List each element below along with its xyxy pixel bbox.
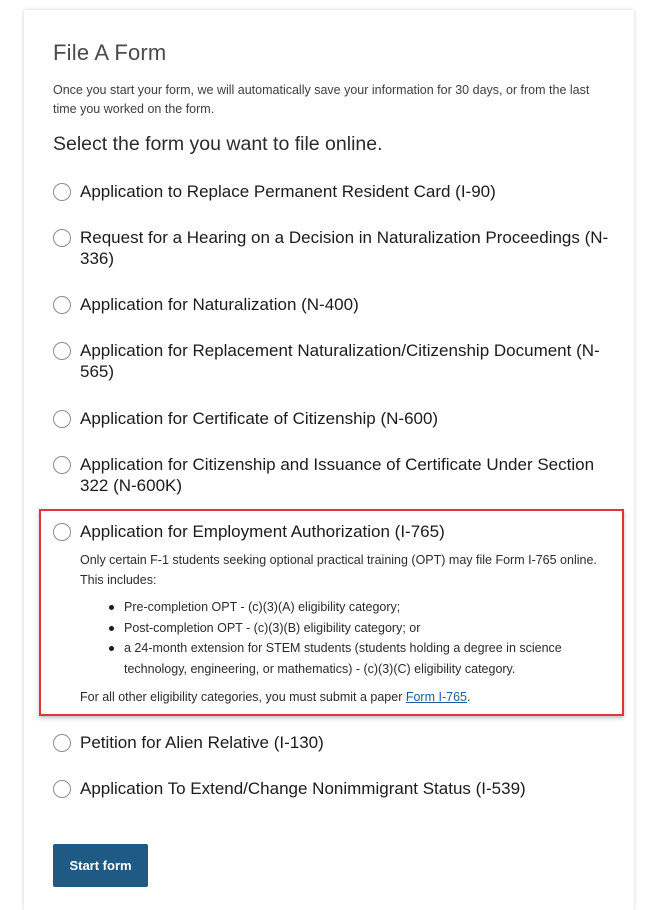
option-label: Petition for Alien Relative (I-130) bbox=[80, 733, 324, 752]
option-label: Application for Certificate of Citizenship (N-600) bbox=[80, 409, 439, 428]
option-i539[interactable] bbox=[53, 778, 613, 799]
option-label: Request for a Hearing on a Decision in Naturalization Proceedings (N-336) bbox=[80, 228, 609, 268]
i765-eligibility-list bbox=[104, 597, 604, 679]
option-i90[interactable] bbox=[53, 181, 613, 202]
list-item: a 24-month extension for STEM students (students holding a degree in science technology, engineering, or mathematics) - (c)(3)(C) eligibility category. bbox=[104, 638, 604, 679]
radio-button[interactable] bbox=[53, 342, 71, 360]
radio-button[interactable] bbox=[53, 183, 71, 201]
option-n600k[interactable] bbox=[53, 454, 613, 496]
option-n600[interactable] bbox=[53, 408, 613, 429]
option-label: Application to Replace Permanent Resident Card (I-90) bbox=[80, 182, 496, 201]
radio-button[interactable] bbox=[53, 410, 71, 428]
radio-button[interactable] bbox=[53, 456, 71, 474]
option-n565[interactable] bbox=[53, 340, 613, 382]
note-suffix: . bbox=[466, 690, 471, 704]
option-label: Application for Replacement Naturalization/Citizenship Document (N-565) bbox=[80, 341, 600, 381]
start-form-button[interactable]: Start form bbox=[53, 844, 148, 887]
radio-button[interactable] bbox=[53, 523, 71, 541]
other-categories-note bbox=[80, 687, 600, 707]
radio-button[interactable] bbox=[53, 229, 71, 247]
option-label: Application for Naturalization (N-400) bbox=[80, 295, 359, 314]
radio-button[interactable] bbox=[53, 734, 71, 752]
list-item: Post-completion OPT - (c)(3)(B) eligibility category; or bbox=[104, 618, 604, 639]
option-label: Application To Extend/Change Nonimmigrant Status (I-539) bbox=[80, 779, 526, 798]
form-i765-link[interactable]: Form I-765 bbox=[405, 690, 467, 704]
option-n336[interactable] bbox=[53, 227, 613, 269]
radio-button[interactable] bbox=[53, 296, 71, 314]
i765-description: Only certain F-1 students seeking optional practical training (OPT) may file Form I-765 online. This includes: bbox=[80, 553, 597, 587]
list-item: Pre-completion OPT - (c)(3)(A) eligibility category; bbox=[104, 597, 604, 618]
select-form-heading: Select the form you want to file online. bbox=[53, 133, 383, 155]
note-text: For all other eligibility categories, you must submit a paper bbox=[80, 690, 406, 704]
option-i130[interactable] bbox=[53, 732, 613, 753]
option-n400[interactable] bbox=[53, 294, 613, 315]
intro-text: Once you start your form, we will automatically save your information for 30 days, or from the last time you worked on the form. bbox=[53, 83, 590, 116]
radio-button[interactable] bbox=[53, 780, 71, 798]
option-i765[interactable] bbox=[53, 521, 613, 542]
file-form-card bbox=[24, 10, 634, 910]
page-title: File A Form bbox=[53, 40, 167, 65]
option-label: Application for Employment Authorization (I-765) bbox=[80, 522, 445, 541]
option-label: Application for Citizenship and Issuance of Certificate Under Section 322 (N-600K) bbox=[80, 455, 595, 495]
